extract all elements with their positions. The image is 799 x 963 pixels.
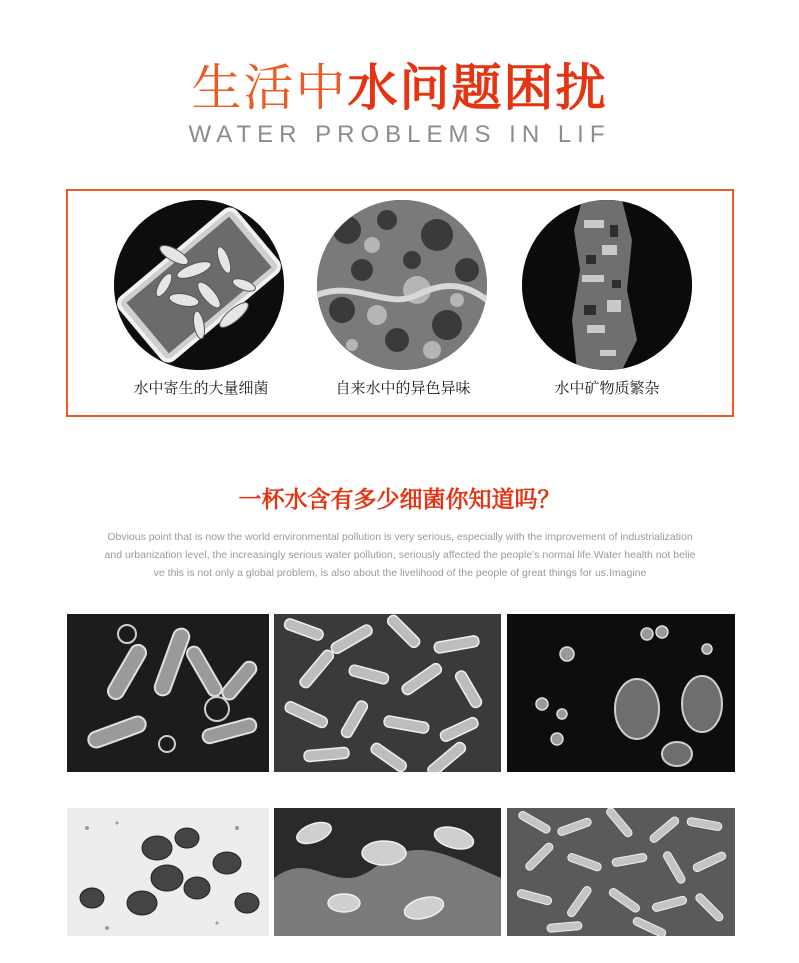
rod-colony-micrograph xyxy=(507,808,735,936)
bacteria-closeup-icon xyxy=(114,200,284,370)
paragraph-line: Obvious point that is now the world environmental pollution is very serious, especially with the improvement of industrialization xyxy=(107,531,693,543)
paragraph-line: ve this is not only a global problem, is also about the livelihood of the people of great things for us.Imagine xyxy=(153,567,647,579)
problem-caption-minerals: 水中矿物质繁杂 xyxy=(554,379,660,397)
section-question: 一杯水含有多少细菌你知道吗？ xyxy=(238,487,561,513)
problem-caption-bacteria: 水中寄生的大量细菌 xyxy=(133,379,269,397)
cell-cluster-micrograph xyxy=(274,808,501,936)
problem-caption-color-odor: 自来水中的异色异味 xyxy=(335,379,471,397)
page-subtitle: WATER PROBLEMS IN LIF xyxy=(188,121,611,148)
rod-bacteria-micrograph xyxy=(67,614,269,772)
page-title xyxy=(0,58,799,118)
dense-bacteria-micrograph xyxy=(274,614,501,772)
protozoa-micrograph xyxy=(67,808,269,936)
spore-micrograph xyxy=(507,614,735,772)
paragraph-line: and urbanization level, the increasingly serious water pollution, seriously affected the people's normal life.Water health not belie xyxy=(104,549,696,561)
title-part-1: 生活中 xyxy=(191,59,348,117)
sediment-texture-icon xyxy=(317,200,487,370)
mineral-deposit-icon xyxy=(522,200,692,370)
section-paragraph xyxy=(85,528,715,582)
title-part-2: 水问题困扰 xyxy=(347,59,608,117)
